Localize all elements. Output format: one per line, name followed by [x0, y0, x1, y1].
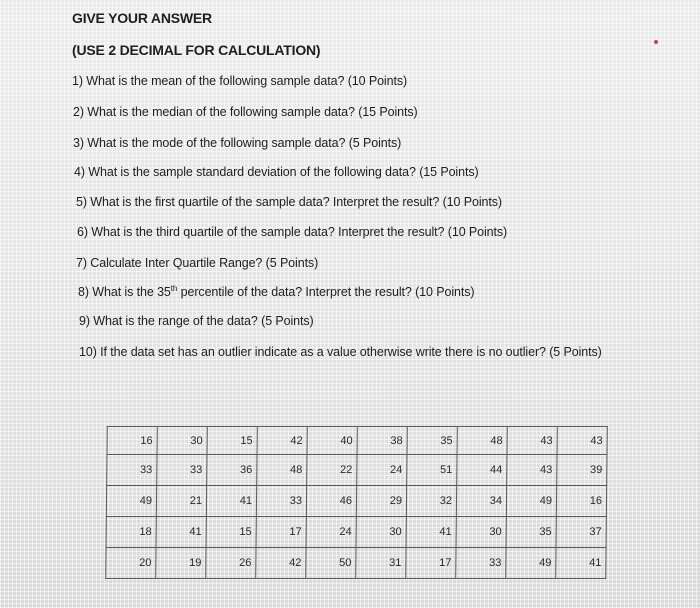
question-8 [78, 284, 474, 299]
table-row [106, 517, 606, 548]
question-8-superscript: th [170, 284, 178, 293]
question-8-text-b: percentile of the data? Interpret the result? (10 Points) [177, 285, 475, 300]
table-cell: 41 [156, 517, 206, 548]
table-cell: 51 [407, 455, 457, 486]
table-row [106, 486, 606, 517]
table-cell: 29 [356, 486, 406, 517]
table-cell: 16 [556, 486, 606, 517]
table-cell: 43 [507, 427, 557, 455]
table-cell: 30 [356, 517, 406, 548]
table-cell: 36 [207, 455, 257, 486]
table-row [107, 455, 607, 486]
question-5: 5) What is the first quartile of the sample data? Interpret the result? (10 Points) [76, 195, 502, 209]
table-cell: 30 [157, 427, 207, 455]
table-cell: 49 [506, 548, 556, 579]
table-cell: 17 [256, 517, 306, 548]
table-cell: 33 [256, 486, 306, 517]
table-cell: 43 [507, 455, 557, 486]
table-cell: 24 [357, 455, 407, 486]
table-cell: 30 [456, 517, 506, 548]
table-cell: 34 [456, 486, 506, 517]
table-cell: 21 [156, 486, 206, 517]
question-10: 10) If the data set has an outlier indicate as a value otherwise write there is no outlier? (5 Points) [79, 345, 602, 359]
table-row [106, 548, 606, 579]
table-row [107, 427, 607, 455]
table-cell: 42 [256, 548, 306, 579]
table-cell: 17 [406, 548, 456, 579]
table-cell: 26 [206, 548, 256, 579]
table-cell: 24 [306, 517, 356, 548]
table-cell: 46 [306, 486, 356, 517]
table-cell: 33 [107, 455, 157, 486]
table-cell: 18 [106, 517, 156, 548]
table-cell: 37 [556, 517, 606, 548]
question-6: 6) What is the third quartile of the sample data? Interpret the result? (10 Points) [77, 225, 508, 239]
table-cell: 20 [106, 548, 156, 579]
question-7: 7) Calculate Inter Quartile Range? (5 Points) [76, 256, 319, 270]
table-cell: 35 [407, 427, 457, 455]
table-cell: 22 [307, 455, 357, 486]
table-cell: 49 [106, 486, 156, 517]
table-cell: 39 [557, 455, 607, 486]
table-cell: 33 [456, 548, 506, 579]
table-cell: 49 [506, 486, 556, 517]
table-cell: 43 [557, 427, 607, 455]
question-1: 1) What is the mean of the following sample data? (10 Points) [72, 74, 408, 88]
table-cell: 50 [306, 548, 356, 579]
table-cell: 16 [107, 427, 157, 455]
table-cell: 41 [406, 517, 456, 548]
table-cell: 33 [157, 455, 207, 486]
data-table [105, 426, 608, 579]
question-8-text-a: 8) What is the 35 [78, 285, 171, 300]
table-cell: 48 [257, 455, 307, 486]
question-4: 4) What is the sample standard deviation of the following data? (15 Points) [74, 165, 479, 179]
table-cell: 31 [356, 548, 406, 579]
question-3: 3) What is the mode of the following sample data? (5 Points) [73, 136, 402, 150]
table-cell: 41 [556, 548, 606, 579]
table-cell: 15 [206, 517, 256, 548]
table-cell: 35 [506, 517, 556, 548]
question-9: 9) What is the range of the data? (5 Points) [79, 314, 314, 328]
table-cell: 32 [406, 486, 456, 517]
table-cell: 38 [357, 427, 407, 455]
table-cell: 40 [307, 427, 357, 455]
table-cell: 48 [457, 427, 507, 455]
page-title: GIVE YOUR ANSWER [72, 10, 212, 26]
page-subtitle: (USE 2 DECIMAL FOR CALCULATION) [72, 42, 321, 58]
table-cell: 19 [156, 548, 206, 579]
table-cell: 42 [257, 427, 307, 455]
question-2: 2) What is the median of the following sample data? (15 Points) [73, 105, 418, 119]
red-mark [654, 40, 658, 44]
table-cell: 15 [207, 427, 257, 455]
table-cell: 44 [457, 455, 507, 486]
table-cell: 41 [206, 486, 256, 517]
